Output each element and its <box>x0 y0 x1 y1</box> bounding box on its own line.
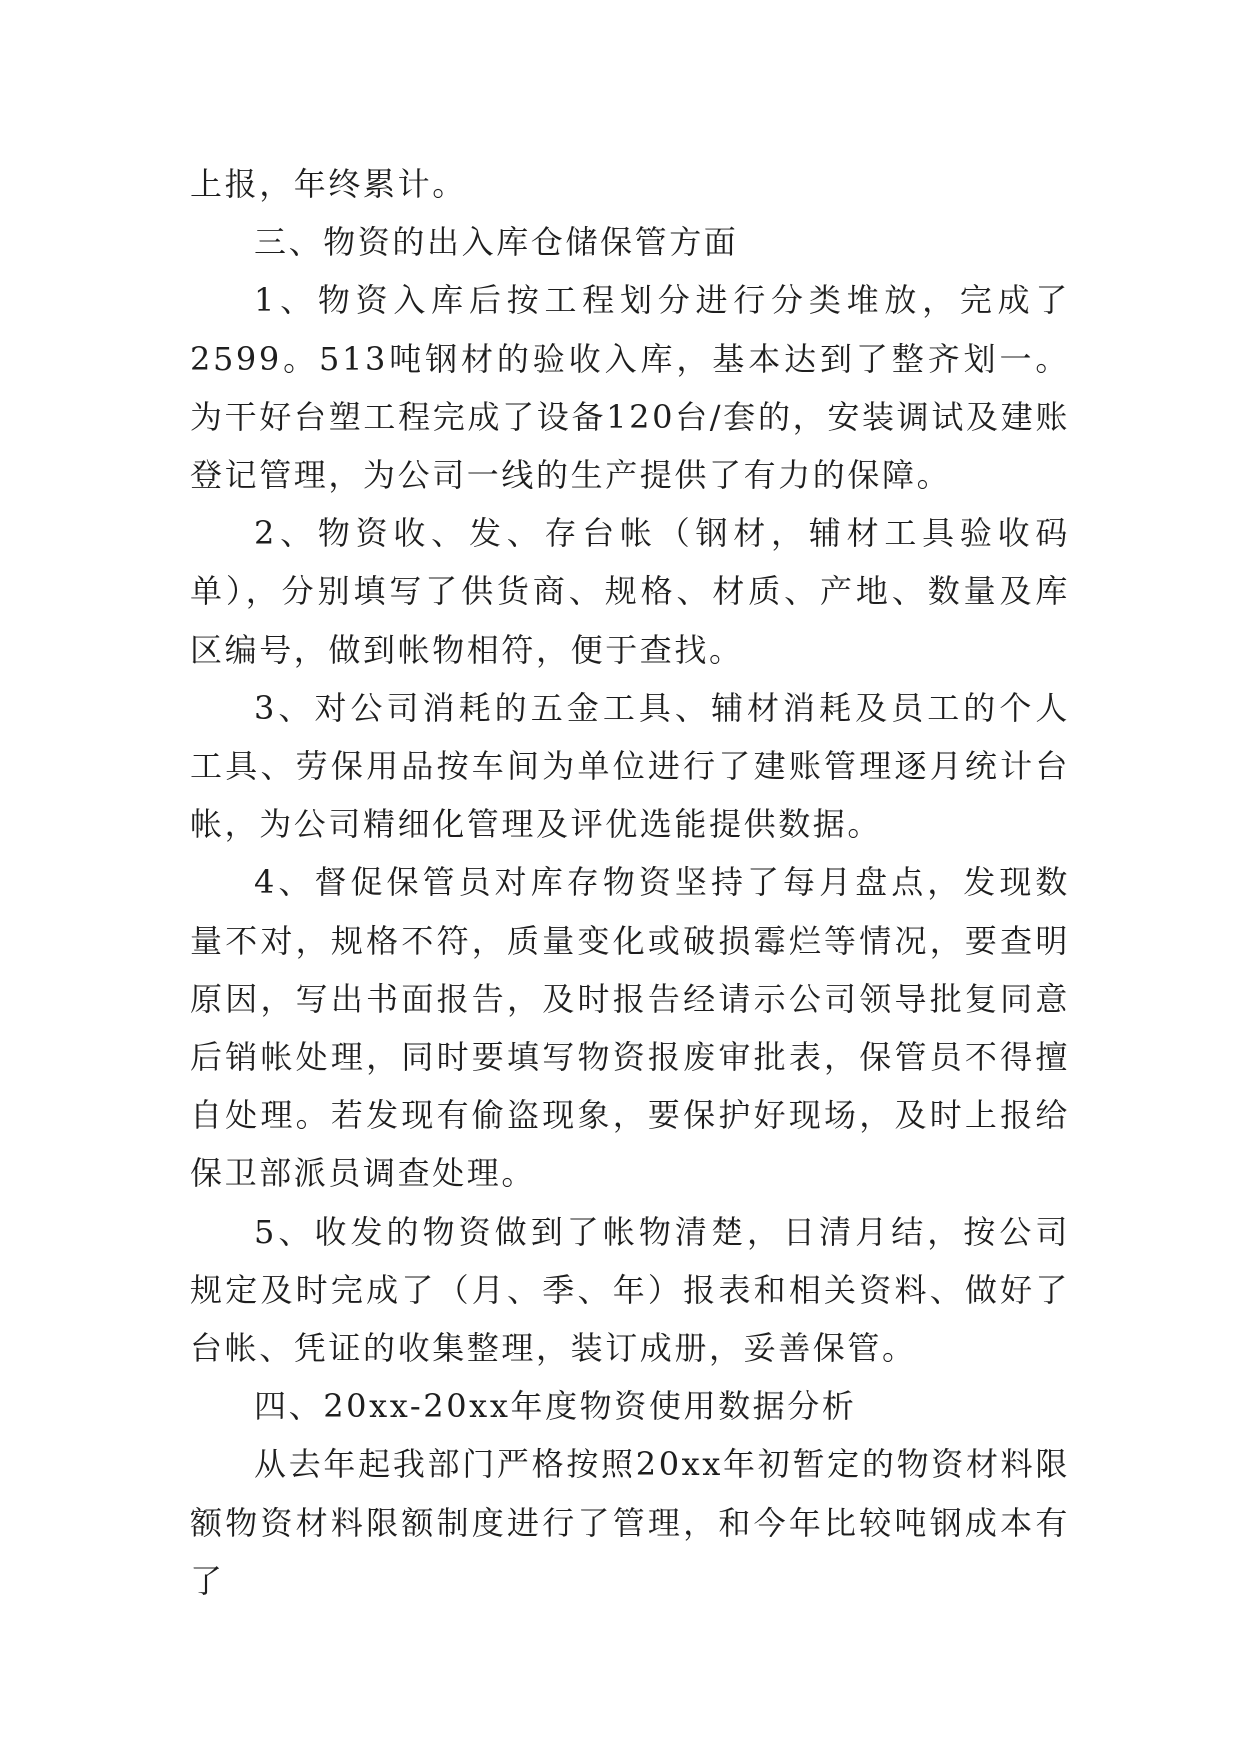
paragraph-item-2: 2、物资收、发、存台帐（钢材，辅材工具验收码单），分别填写了供货商、规格、材质、产地、数量及库区编号，做到帐物相符，便于查找。 <box>190 514 1070 669</box>
document-body <box>190 155 1070 1610</box>
paragraph-analysis-intro: 从去年起我部门严格按照20xx年初暂定的物资材料限额物资材料限额制度进行了管理，和今年比较吨钢成本有了 <box>190 1445 1070 1600</box>
paragraph-continuation: 上报，年终累计。 <box>190 165 467 203</box>
paragraph-item-3: 3、对公司消耗的五金工具、辅材消耗及员工的个人工具、劳保用品按车间为单位进行了建账管理逐月统计台帐，为公司精细化管理及评优选能提供数据。 <box>190 688 1070 844</box>
section-heading-storage: 三、物资的出入库仓储保管方面 <box>254 223 739 262</box>
section-heading-analysis: 四、20xx-20xx年度物资使用数据分析 <box>254 1387 857 1426</box>
paragraph-item-5: 5、收发的物资做到了帐物清楚，日清月结，按公司规定及时完成了（月、季、年）报表和相关资料、做好了台帐、凭证的收集整理，装订成册，妥善保管。 <box>190 1212 1070 1368</box>
paragraph-item-1: 1、物资入库后按工程划分进行分类堆放，完成了2599。513吨钢材的验收入库，基本达到了整齐划一。为干好台塑工程完成了设备120台/套的，安装调试及建账登记管理，为公司一线的生产提供了有力的保障。 <box>190 281 1070 495</box>
paragraph-item-4: 4、督促保管员对库存物资坚持了每月盘点，发现数量不对，规格不符，质量变化或破损霉烂等情况，要查明原因，写出书面报告，及时报告经请示公司领导批复同意后销帐处理，同时要填写物资报废审批表，保管员不得擅自处理。若发现有偷盗现象，要保护好现场，及时上报给保卫部派员调查处理。 <box>190 863 1070 1193</box>
